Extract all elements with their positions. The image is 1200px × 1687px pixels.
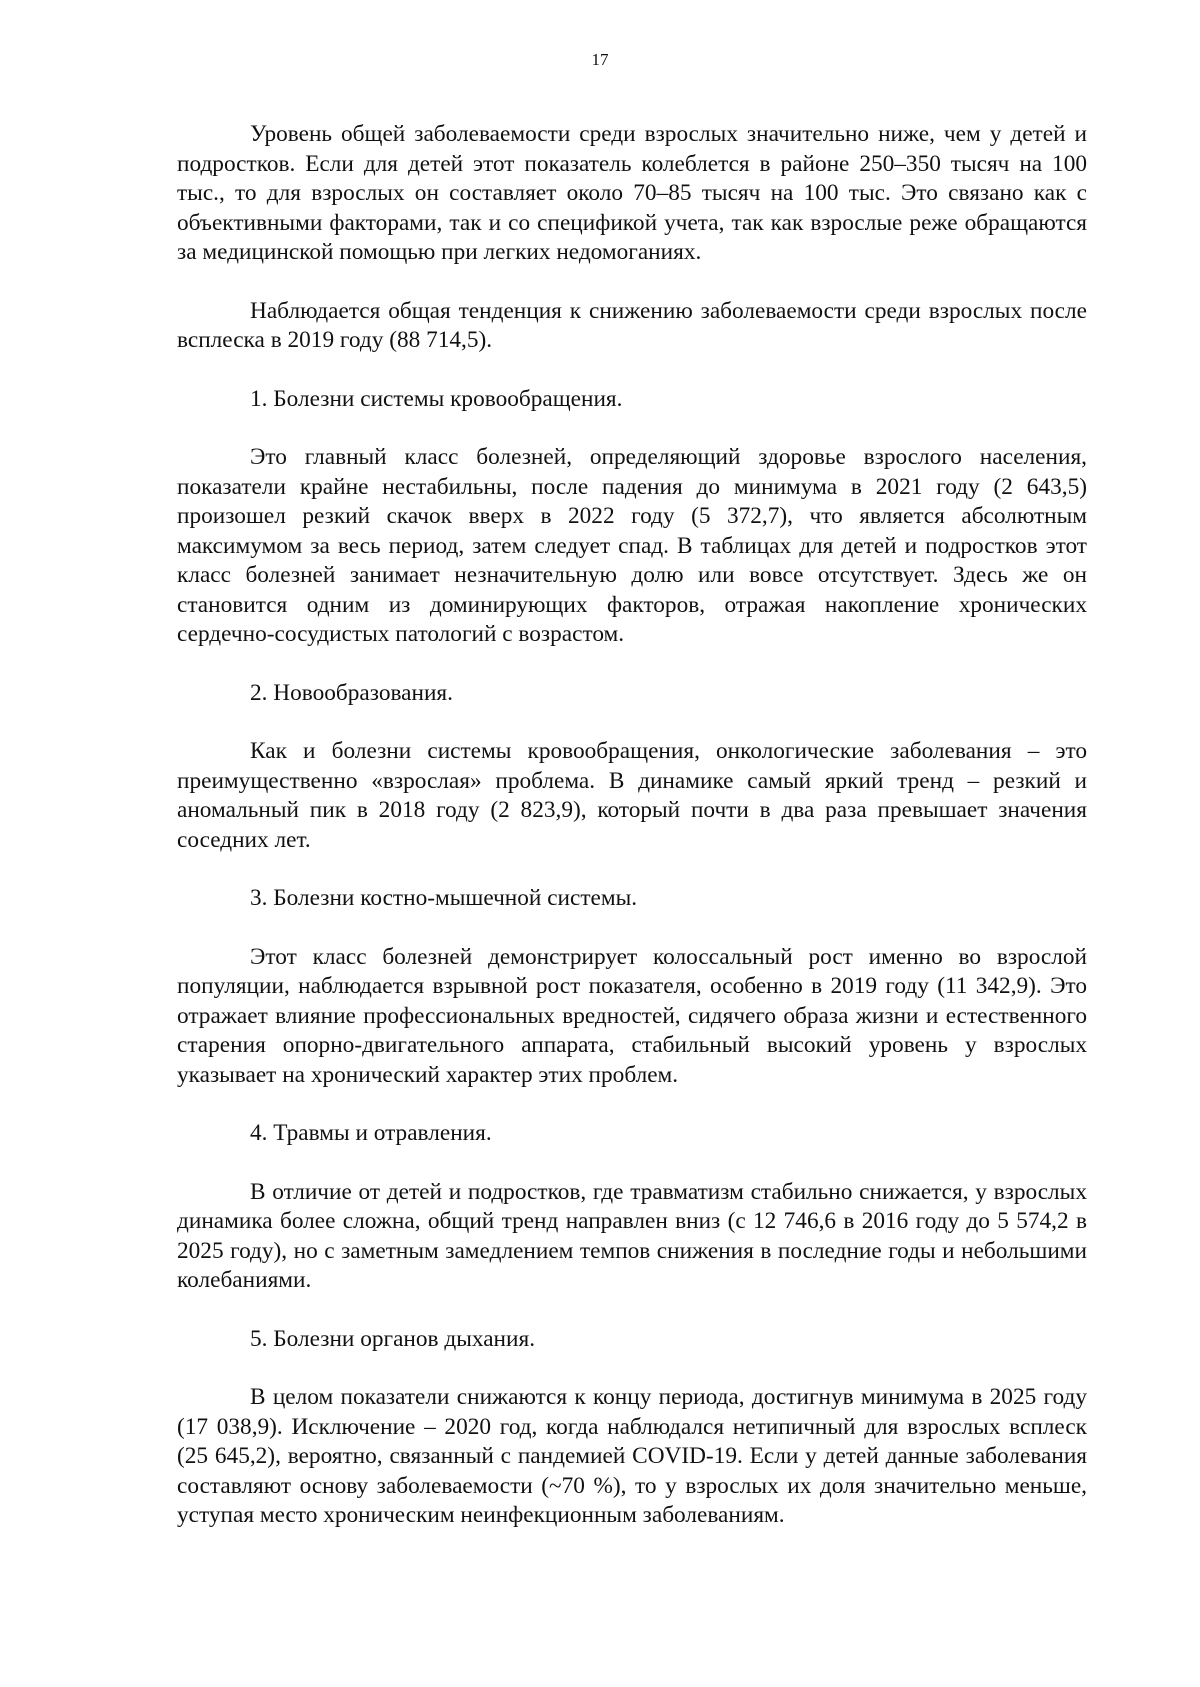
- paragraph-adult-morbidity-level: Уровень общей заболеваемости среди взрослых значительно ниже, чем у детей и подростков. Если для детей этот показатель колеблется в районе 250–350 тысяч на 100 тыс., то для взрослых он составляет около 70–85 тысяч на 100 тыс. Это связано как с объективными факторами, так и со спецификой учета, так как взрослые реже обращаются за медицинской помощью при легких недомоганиях.: [177, 121, 1087, 265]
- paragraph-musculoskeletal-diseases: Этот класс болезней демонстрирует колоссальный рост именно во взрослой популяции, наблюдается взрывной рост показателя, особенно в 2019 году (11 342,9). Это отражает влияние профессиональных вредностей, сидячего образа жизни и естественного старения опорно-двигательного аппарата, стабильный высокий уровень у взрослых указывает на хронический характер этих проблем.: [177, 943, 1087, 1088]
- page-number: 17: [591, 50, 609, 69]
- heading-injuries-poisonings: 4. Травмы и отравления.: [250, 1120, 492, 1146]
- heading-respiratory-diseases: 5. Болезни органов дыхания.: [250, 1325, 536, 1352]
- heading-neoplasms: 2. Новообразования.: [250, 679, 453, 706]
- paragraph-general-trend: Наблюдается общая тенденция к снижению заболеваемости среди взрослых после всплеска в 2019 году (88 714,5).: [177, 297, 1087, 353]
- paragraph-neoplasms: Как и болезни системы кровообращения, онкологические заболевания – это преимущественно «взрослая» проблема. В динамике самый яркий тренд – резкий и аномальный пик в 2018 году (2 823,9), который почти в два раза превышает значения соседних лет.: [177, 738, 1087, 853]
- heading-circulatory-diseases: 1. Болезни системы кровообращения.: [250, 385, 623, 412]
- document-body: [177, 120, 1087, 1531]
- paragraph-injuries-poisonings: В отличие от детей и подростков, где травматизм стабильно снижается, у взрослых динамика более сложна, общий тренд направлен вниз (с 12 746,6 в 2016 году до 5 574,2 в 2025 году), но с заметным замедлением темпов снижения в последние годы и небольшими колебаниями.: [177, 1178, 1087, 1293]
- paragraph-circulatory-diseases: Это главный класс болезней, определяющий здоровье взрослого населения, показатели крайне нестабильны, после падения до минимума в 2021 году (2 643,5) произошел резкий скачок вверх в 2022 году (5 372,7), что является абсолютным максимумом за весь период, затем следует спад. В таблицах для детей и подростков этот класс болезней занимает незначительную долю или вовсе отсутствует. Здесь же он становится одним из доминирующих факторов, отражая накопление хронических сердечно-сосудистых патологий с возрастом.: [177, 444, 1087, 647]
- heading-musculoskeletal-diseases: 3. Болезни костно-мышечной системы.: [250, 885, 638, 911]
- paragraph-respiratory-diseases: В целом показатели снижаются к концу периода, достигнув минимума в 2025 году (17 038,9). Исключение – 2020 год, когда наблюдался нетипичный для взрослых всплеск (25 645,2), вероятно, связанный с пандемией COVID-19. Если у детей данные заболевания составляют основу заболеваемости (~70 %), то у взрослых их доля значительно меньше, уступая место хроническим неинфекционным заболеваниям.: [177, 1384, 1087, 1528]
